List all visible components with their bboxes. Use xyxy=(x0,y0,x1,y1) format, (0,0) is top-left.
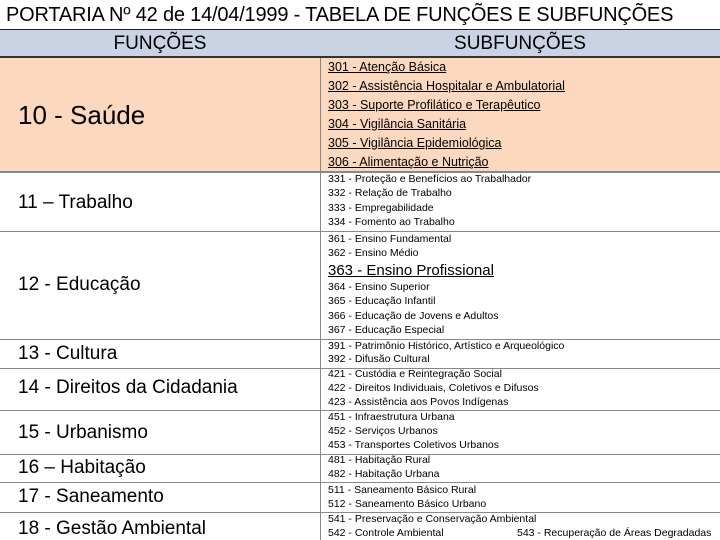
subfunction-303: 303 - Suporte Profilático e Terapêutico xyxy=(328,98,541,112)
column-divider xyxy=(320,58,321,540)
subfunction-482: 482 - Habitação Urbana xyxy=(328,468,440,480)
function-gestao-ambiental: 18 - Gestão Ambiental xyxy=(18,518,206,539)
subfunction-332: 332 - Relação de Trabalho xyxy=(328,187,452,199)
subfunction-306: 306 - Alimentação e Nutrição xyxy=(328,155,489,169)
page-title: PORTARIA Nº 42 de 14/04/1999 - TABELA DE FUNÇÕES E SUBFUNÇÕES xyxy=(0,0,720,30)
subfunction-422: 422 - Direitos Individuais, Coletivos e Difusos xyxy=(328,382,539,394)
subfunction-543: 543 - Recuperação de Áreas Degradadas xyxy=(517,527,712,539)
subfunction-301: 301 - Atenção Básica xyxy=(328,60,447,74)
subfunction-362: 362 - Ensino Médio xyxy=(328,247,419,259)
function-direitos-cidadania: 14 - Direitos da Cidadania xyxy=(18,377,238,398)
subfunction-304: 304 - Vigilância Sanitária xyxy=(328,117,467,131)
function-educacao: 12 - Educação xyxy=(18,274,141,295)
subfunction-541: 541 - Preservação e Conservação Ambiental xyxy=(328,513,537,525)
subfunction-481: 481 - Habitação Rural xyxy=(328,454,431,466)
subfunction-542: 542 - Controle Ambiental xyxy=(328,527,444,539)
row-divider xyxy=(0,231,720,232)
subfunction-391: 391 - Patrimônio Histórico, Artístico e Arqueológico xyxy=(328,340,565,352)
subfunction-511: 511 - Saneamento Básico Rural xyxy=(328,484,477,496)
subfunction-512: 512 - Saneamento Básico Urbano xyxy=(328,498,487,510)
subfunction-365: 365 - Educação Infantil xyxy=(328,295,436,307)
subfunction-331: 331 - Proteção e Benefícios ao Trabalhador xyxy=(328,173,532,185)
function-saude: 10 - Saúde xyxy=(18,100,146,130)
subfunction-361: 361 - Ensino Fundamental xyxy=(328,233,452,245)
function-urbanismo: 15 - Urbanismo xyxy=(18,422,148,443)
subfunction-364: 364 - Ensino Superior xyxy=(328,281,430,293)
subfunction-333: 333 - Empregabilidade xyxy=(328,202,434,214)
subfunction-334: 334 - Fomento ao Trabalho xyxy=(328,216,455,228)
subfunction-305: 305 - Vigilância Epidemiológica xyxy=(328,136,502,150)
subfunction-451: 451 - Infraestrutura Urbana xyxy=(328,411,455,423)
function-trabalho: 11 – Trabalho xyxy=(18,192,133,213)
function-habitacao: 16 – Habitação xyxy=(18,457,146,478)
subfunction-452: 452 - Serviços Urbanos xyxy=(328,425,438,437)
row-divider xyxy=(0,482,720,483)
subfunction-366: 366 - Educação de Jovens e Adultos xyxy=(328,310,499,322)
header-funcoes: FUNÇÕES xyxy=(0,30,320,58)
subfunction-367: 367 - Educação Especial xyxy=(328,324,445,336)
subfunction-421: 421 - Custódia e Reintegração Social xyxy=(328,368,502,380)
subfunction-453: 453 - Transportes Coletivos Urbanos xyxy=(328,439,499,451)
subfunction-423: 423 - Assistência aos Povos Indígenas xyxy=(328,396,509,408)
function-saneamento: 17 - Saneamento xyxy=(18,486,164,507)
subfunction-392: 392 - Difusão Cultural xyxy=(328,353,430,365)
header-subfuncoes: SUBFUNÇÕES xyxy=(320,30,720,58)
function-cultura: 13 - Cultura xyxy=(18,343,118,364)
subfunction-302: 302 - Assistência Hospitalar e Ambulatorial xyxy=(328,79,565,93)
subfunction-363: 363 - Ensino Profissional xyxy=(328,262,494,279)
